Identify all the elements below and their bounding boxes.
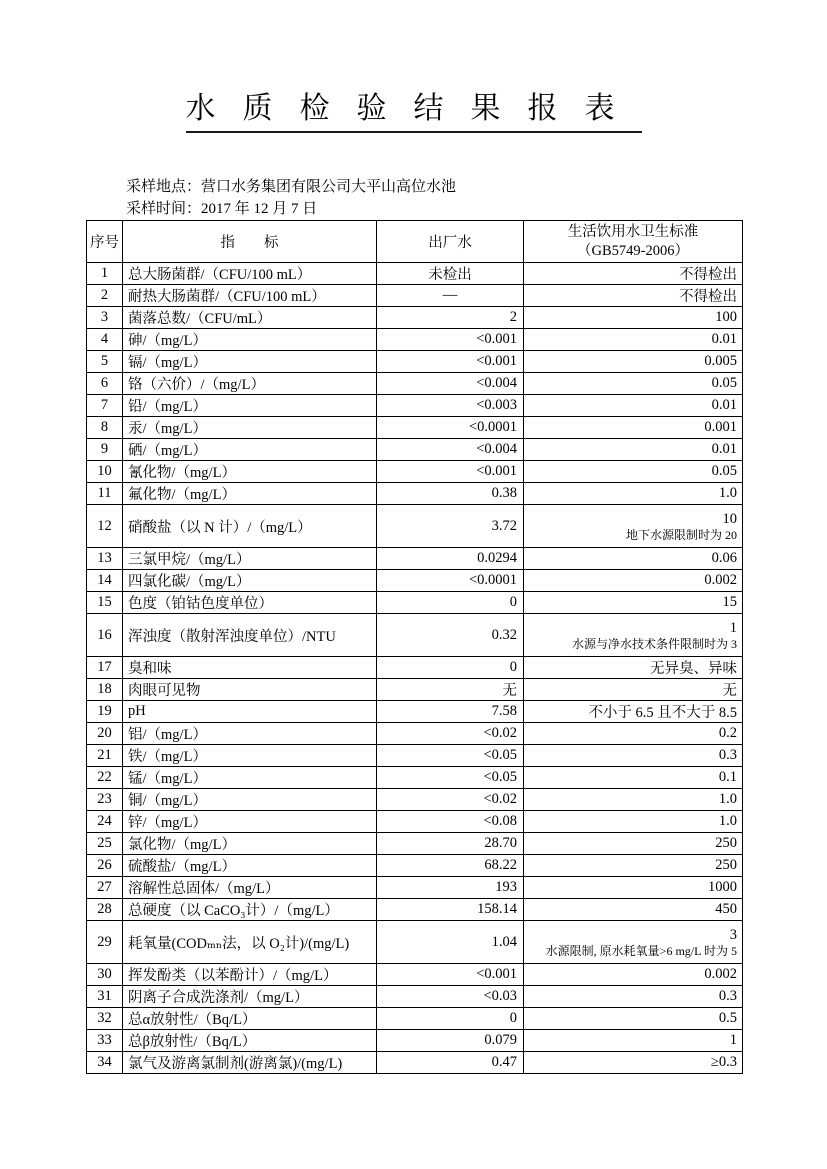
table-row [87, 263, 743, 285]
sampling-info [126, 176, 456, 220]
table-row [87, 417, 743, 439]
row-number: 27 [87, 877, 123, 899]
factory-water-value-cell: 0 [377, 657, 524, 679]
standard-cell: 0.005 [524, 351, 743, 373]
table-row [87, 1030, 743, 1052]
sampling-time-value: 2017 年 12 月 7 日 [201, 201, 318, 217]
indicator-cell: 总α放射性/（Bq/L） [123, 1008, 377, 1030]
standard-limit: 10 [722, 510, 737, 527]
indicator-cell: 铅/（mg/L） [123, 395, 377, 417]
factory-water-value-cell: 2 [377, 307, 524, 329]
table-body [87, 263, 743, 1074]
standard-cell: 1.0 [524, 789, 743, 811]
row-number: 21 [87, 745, 123, 767]
row-number: 15 [87, 592, 123, 614]
standard-cell: 无异臭、异味 [524, 657, 743, 679]
sampling-location-value: 营口水务集团有限公司大平山高位水池 [201, 179, 457, 195]
table-row [87, 877, 743, 899]
factory-water-value-cell: <0.001 [377, 964, 524, 986]
table-row [87, 592, 743, 614]
standard-cell: 0.06 [524, 548, 743, 570]
row-number: 4 [87, 329, 123, 351]
standard-cell: 100 [524, 307, 743, 329]
row-number: 7 [87, 395, 123, 417]
standard-cell: 0.3 [524, 986, 743, 1008]
table-row [87, 986, 743, 1008]
row-number: 9 [87, 439, 123, 461]
indicator-cell: 四氯化碳/（mg/L） [123, 570, 377, 592]
page-title: 水质检验结果报表 [186, 92, 642, 133]
header-row [87, 221, 743, 263]
indicator-cell: 硝酸盐（以 N 计）/（mg/L） [123, 505, 377, 548]
factory-water-value-cell: 7.58 [377, 701, 524, 723]
row-number: 10 [87, 461, 123, 483]
indicator-cell: 总大肠菌群/（CFU/100 mL） [123, 263, 377, 285]
factory-water-value-cell: 68.22 [377, 855, 524, 877]
row-number: 19 [87, 701, 123, 723]
standard-cell [524, 921, 743, 964]
row-number: 18 [87, 679, 123, 701]
row-number: 34 [87, 1052, 123, 1074]
row-number: 11 [87, 483, 123, 505]
row-number: 6 [87, 373, 123, 395]
row-number: 13 [87, 548, 123, 570]
row-number: 26 [87, 855, 123, 877]
indicator-cell: 溶解性总固体/（mg/L） [123, 877, 377, 899]
indicator-cell: 菌落总数/（CFU/mL） [123, 307, 377, 329]
standard-limit-note: 水源与净水技术条件限制时为 3 [571, 636, 737, 651]
standard-cell: 0.05 [524, 373, 743, 395]
row-number: 32 [87, 1008, 123, 1030]
table-row [87, 855, 743, 877]
standard-cell: 1000 [524, 877, 743, 899]
row-number: 8 [87, 417, 123, 439]
row-number: 31 [87, 986, 123, 1008]
row-number: 20 [87, 723, 123, 745]
factory-water-value-cell: <0.001 [377, 329, 524, 351]
standard-cell: 0.01 [524, 439, 743, 461]
standard-cell: 0.002 [524, 964, 743, 986]
table-row [87, 921, 743, 964]
standard-cell: 1.0 [524, 483, 743, 505]
sampling-location-line [126, 176, 456, 198]
table-row [87, 285, 743, 307]
standard-cell: 15 [524, 592, 743, 614]
row-number: 29 [87, 921, 123, 964]
factory-water-value-cell: <0.0001 [377, 417, 524, 439]
col-header-standard [524, 221, 743, 263]
standard-cell: 0.002 [524, 570, 743, 592]
row-number: 24 [87, 811, 123, 833]
col-header-no: 序号 [87, 221, 123, 263]
table-row [87, 833, 743, 855]
factory-water-value-cell: 28.70 [377, 833, 524, 855]
row-number: 23 [87, 789, 123, 811]
standard-cell: 无 [524, 679, 743, 701]
indicator-cell: 氯气及游离氯制剂(游离氯)/(mg/L) [123, 1052, 377, 1074]
indicator-cell: 肉眼可见物 [123, 679, 377, 701]
indicator-cell: 色度（铂钴色度单位） [123, 592, 377, 614]
indicator-cell: 铁/（mg/L） [123, 745, 377, 767]
standard-cell: 0.3 [524, 745, 743, 767]
row-number: 16 [87, 614, 123, 657]
standard-cell: 1 [524, 1030, 743, 1052]
indicator-cell: 耐热大肠菌群/（CFU/100 mL） [123, 285, 377, 307]
factory-water-value-cell: 193 [377, 877, 524, 899]
standard-cell: 0.01 [524, 395, 743, 417]
standard-cell: 450 [524, 899, 743, 921]
table-row [87, 439, 743, 461]
row-number: 14 [87, 570, 123, 592]
indicator-cell: 锌/（mg/L） [123, 811, 377, 833]
row-number: 1 [87, 263, 123, 285]
standard-cell: 0.01 [524, 329, 743, 351]
row-number: 5 [87, 351, 123, 373]
standard-cell: 1.0 [524, 811, 743, 833]
factory-water-value-cell: 158.14 [377, 899, 524, 921]
standard-cell: 不小于 6.5 且不大于 8.5 [524, 701, 743, 723]
indicator-cell: 氟化物/（mg/L） [123, 483, 377, 505]
standard-cell [524, 614, 743, 657]
factory-water-value-cell: <0.0001 [377, 570, 524, 592]
factory-water-value-cell: — [377, 285, 524, 307]
factory-water-value-cell: 0.32 [377, 614, 524, 657]
standard-cell: 0.5 [524, 1008, 743, 1030]
table-row [87, 723, 743, 745]
row-number: 12 [87, 505, 123, 548]
indicator-cell: 硒/（mg/L） [123, 439, 377, 461]
factory-water-value-cell: <0.05 [377, 767, 524, 789]
standard-cell: ≥0.3 [524, 1052, 743, 1074]
indicator-cell: 铝/（mg/L） [123, 723, 377, 745]
indicator-cell: 氰化物/（mg/L） [123, 461, 377, 483]
col-header-factory-water: 出厂水 [377, 221, 524, 263]
row-number: 25 [87, 833, 123, 855]
standard-cell [524, 505, 743, 548]
indicator-cell: 铜/（mg/L） [123, 789, 377, 811]
indicator-cell: 汞/（mg/L） [123, 417, 377, 439]
table-row [87, 767, 743, 789]
sampling-time-label: 采样时间： [126, 201, 202, 217]
standard-limit: 3 [729, 926, 737, 943]
table-row [87, 307, 743, 329]
table-row [87, 570, 743, 592]
indicator-cell: 锰/（mg/L） [123, 767, 377, 789]
indicator-cell: 总β放射性/（Bq/L） [123, 1030, 377, 1052]
factory-water-value-cell: <0.02 [377, 723, 524, 745]
indicator-cell: 挥发酚类（以苯酚计）/（mg/L） [123, 964, 377, 986]
factory-water-value-cell: 无 [377, 679, 524, 701]
table-row [87, 679, 743, 701]
indicator-cell: 耗氧量(CODₘₙ法，以 O₂计)/(mg/L) [123, 921, 377, 964]
table-row [87, 614, 743, 657]
table-row [87, 351, 743, 373]
factory-water-value-cell: <0.004 [377, 439, 524, 461]
row-number: 33 [87, 1030, 123, 1052]
indicator-cell: 浑浊度（散射浑浊度单位）/NTU [123, 614, 377, 657]
table-row [87, 899, 743, 921]
standard-limit-note: 地下水源限制时为 20 [625, 527, 737, 542]
table-row [87, 789, 743, 811]
indicator-cell: 硫酸盐/（mg/L） [123, 855, 377, 877]
indicator-cell: 总硬度（以 CaCO₃计）/（mg/L） [123, 899, 377, 921]
row-number: 2 [87, 285, 123, 307]
table-row [87, 395, 743, 417]
standard-cell: 0.2 [524, 723, 743, 745]
indicator-cell: 砷/（mg/L） [123, 329, 377, 351]
factory-water-value-cell: <0.004 [377, 373, 524, 395]
standard-cell: 0.001 [524, 417, 743, 439]
factory-water-value-cell: <0.001 [377, 351, 524, 373]
col-header-standard-line2: （GB5749-2006） [577, 242, 689, 259]
title-row [0, 92, 827, 133]
factory-water-value-cell: 0.38 [377, 483, 524, 505]
sampling-location-label: 采样地点： [126, 179, 202, 195]
table-row [87, 505, 743, 548]
standard-cell: 不得检出 [524, 285, 743, 307]
col-header-standard-line1: 生活饮用水卫生标准 [567, 223, 699, 240]
factory-water-value-cell: <0.03 [377, 986, 524, 1008]
indicator-cell: 氯化物/（mg/L） [123, 833, 377, 855]
indicator-cell: 阴离子合成洗涤剂/（mg/L） [123, 986, 377, 1008]
factory-water-value-cell: 0.0294 [377, 548, 524, 570]
factory-water-value-cell: <0.05 [377, 745, 524, 767]
row-number: 28 [87, 899, 123, 921]
factory-water-value-cell: 3.72 [377, 505, 524, 548]
table-row [87, 811, 743, 833]
col-header-indicator: 指 标 [123, 221, 377, 263]
table-row [87, 483, 743, 505]
standard-limit: 1 [729, 619, 737, 636]
row-number: 3 [87, 307, 123, 329]
standard-cell: 不得检出 [524, 263, 743, 285]
standard-cell: 250 [524, 855, 743, 877]
factory-water-value-cell: 0 [377, 1008, 524, 1030]
factory-water-value-cell: <0.02 [377, 789, 524, 811]
factory-water-value-cell: 0.47 [377, 1052, 524, 1074]
sampling-time-line [126, 198, 456, 220]
result-table [86, 220, 743, 1074]
table-row [87, 329, 743, 351]
standard-limit-note: 水源限制, 原水耗氧量>6 mg/L 时为 5 [545, 943, 737, 958]
factory-water-value-cell: <0.001 [377, 461, 524, 483]
table-row [87, 1052, 743, 1074]
factory-water-value-cell: 0 [377, 592, 524, 614]
factory-water-value-cell: 1.04 [377, 921, 524, 964]
table-row [87, 373, 743, 395]
row-number: 17 [87, 657, 123, 679]
row-number: 22 [87, 767, 123, 789]
factory-water-value-cell: <0.08 [377, 811, 524, 833]
indicator-cell: 三氯甲烷/（mg/L） [123, 548, 377, 570]
standard-cell: 250 [524, 833, 743, 855]
factory-water-value-cell: <0.003 [377, 395, 524, 417]
indicator-cell: 臭和味 [123, 657, 377, 679]
indicator-cell: pH [123, 701, 377, 723]
table-row [87, 461, 743, 483]
factory-water-value-cell: 未检出 [377, 263, 524, 285]
indicator-cell: 铬（六价）/（mg/L） [123, 373, 377, 395]
table-row [87, 1008, 743, 1030]
row-number: 30 [87, 964, 123, 986]
table-row [87, 548, 743, 570]
table-row [87, 745, 743, 767]
table-row [87, 964, 743, 986]
table-row [87, 657, 743, 679]
table-row [87, 701, 743, 723]
standard-cell: 0.05 [524, 461, 743, 483]
factory-water-value-cell: 0.079 [377, 1030, 524, 1052]
standard-cell: 0.1 [524, 767, 743, 789]
indicator-cell: 镉/（mg/L） [123, 351, 377, 373]
